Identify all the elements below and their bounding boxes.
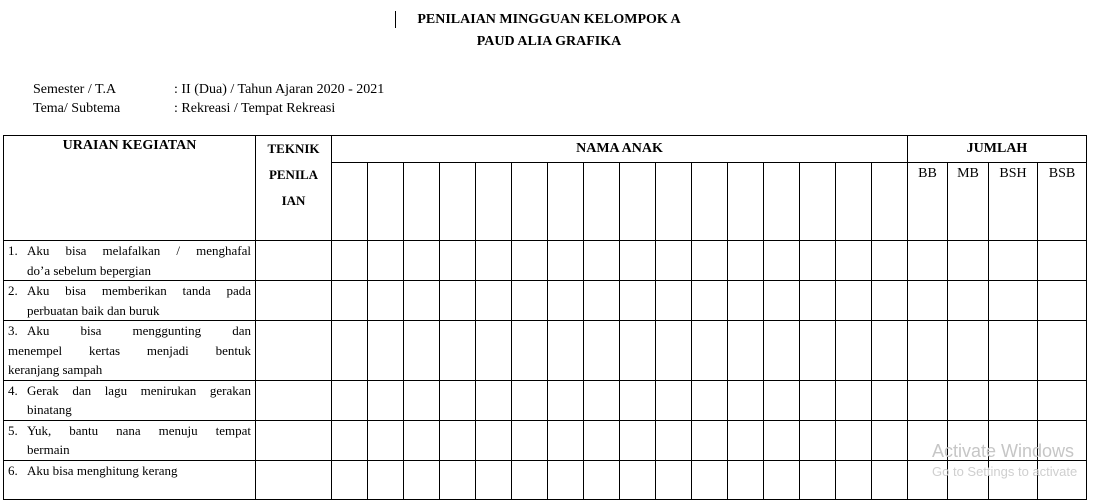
teknik-cell[interactable] xyxy=(256,380,332,420)
jumlah-bb-header: BB xyxy=(908,163,948,241)
activity-text: Aku bisa melafalkan / menghafal xyxy=(27,243,251,258)
activity-description xyxy=(4,321,256,381)
document-subtitle: PAUD ALIA GRAFIKA xyxy=(476,34,622,49)
activity-text: keranjang sampah xyxy=(8,362,103,377)
activity-text: Aku bisa memberikan tanda pada xyxy=(27,283,251,298)
semester-value: : II (Dua) / Tahun Ajaran 2020 - 2021 xyxy=(174,82,385,97)
header-teknik-line: TEKNIK xyxy=(267,141,320,156)
header-teknik-line: IAN xyxy=(281,193,306,208)
student-cell[interactable] xyxy=(656,163,692,241)
header-jumlah: JUMLAH xyxy=(908,136,1087,163)
activity-text: bermain xyxy=(27,442,70,457)
activity-text: do’a sebelum bepergian xyxy=(27,262,151,278)
student-cell[interactable] xyxy=(548,163,584,241)
student-cell[interactable] xyxy=(872,163,908,241)
activity-text: binatang xyxy=(27,402,72,417)
activity-description xyxy=(4,420,256,460)
activity-description xyxy=(4,281,256,321)
student-cell[interactable] xyxy=(836,163,872,241)
activity-description xyxy=(4,380,256,420)
teknik-cell[interactable] xyxy=(256,460,332,499)
activity-text: Yuk, bantu nana menuju tempat xyxy=(27,422,251,438)
activity-row-1 xyxy=(4,241,1087,281)
semester-row xyxy=(33,81,384,99)
header-uraian-kegiatan: URAIAN KEGIATAN xyxy=(4,136,256,241)
activity-row-6 xyxy=(4,460,1087,499)
student-cell[interactable] xyxy=(440,163,476,241)
teknik-cell[interactable] xyxy=(256,321,332,381)
activity-description xyxy=(4,460,256,499)
header-nama-anak: NAMA ANAK xyxy=(332,136,908,163)
jumlah-bsb-header: BSB xyxy=(1038,163,1087,241)
teknik-cell[interactable] xyxy=(256,281,332,321)
teknik-cell[interactable] xyxy=(256,420,332,460)
text-cursor xyxy=(395,11,396,28)
student-cell[interactable] xyxy=(764,163,800,241)
activity-number: 2. xyxy=(8,283,18,298)
jumlah-mb-header: MB xyxy=(948,163,989,241)
activity-row-2 xyxy=(4,281,1087,321)
teknik-cell[interactable] xyxy=(256,241,332,281)
tema-value: : Rekreasi / Tempat Rekreasi xyxy=(174,101,336,116)
student-cell[interactable] xyxy=(476,163,512,241)
student-cell[interactable] xyxy=(512,163,548,241)
activity-number: 6. xyxy=(8,462,18,478)
activity-text: perbuatan baik dan buruk xyxy=(27,302,160,318)
header-teknik-penilaian xyxy=(256,136,332,241)
header-teknik-line: PENILA xyxy=(268,167,319,182)
student-cell[interactable] xyxy=(368,163,404,241)
assessment-table xyxy=(3,135,1087,500)
activate-windows-watermark: Activate Windows xyxy=(932,441,1075,461)
activity-text: menempel kertas menjadi bentuk xyxy=(8,342,251,358)
semester-label: Semester / T.A xyxy=(33,82,117,97)
jumlah-bsh-header: BSH xyxy=(989,163,1038,241)
activity-number: 5. xyxy=(8,422,18,438)
activity-text: Gerak dan lagu menirukan gerakan xyxy=(27,382,251,398)
student-cell[interactable] xyxy=(620,163,656,241)
activity-description xyxy=(4,241,256,281)
student-cell[interactable] xyxy=(728,163,764,241)
activity-row-4 xyxy=(4,380,1087,420)
activity-number: 3. xyxy=(8,323,18,338)
student-cell[interactable] xyxy=(584,163,620,241)
activity-text: Aku bisa menghitung kerang xyxy=(27,462,178,478)
student-cell[interactable] xyxy=(332,163,368,241)
activity-row-3 xyxy=(4,321,1087,381)
activate-windows-subtext: Go to Settings to activate xyxy=(932,464,1078,479)
student-cell[interactable] xyxy=(404,163,440,241)
tema-row xyxy=(33,100,335,118)
student-cell[interactable] xyxy=(692,163,728,241)
tema-label: Tema/ Subtema xyxy=(33,101,121,116)
activity-number: 1. xyxy=(8,243,18,258)
document-title: PENILAIAN MINGGUAN KELOMPOK A xyxy=(417,12,681,27)
activity-text: Aku bisa menggunting dan xyxy=(27,323,251,338)
student-cell[interactable] xyxy=(800,163,836,241)
activity-number: 4. xyxy=(8,382,18,398)
activity-row-5 xyxy=(4,420,1087,460)
